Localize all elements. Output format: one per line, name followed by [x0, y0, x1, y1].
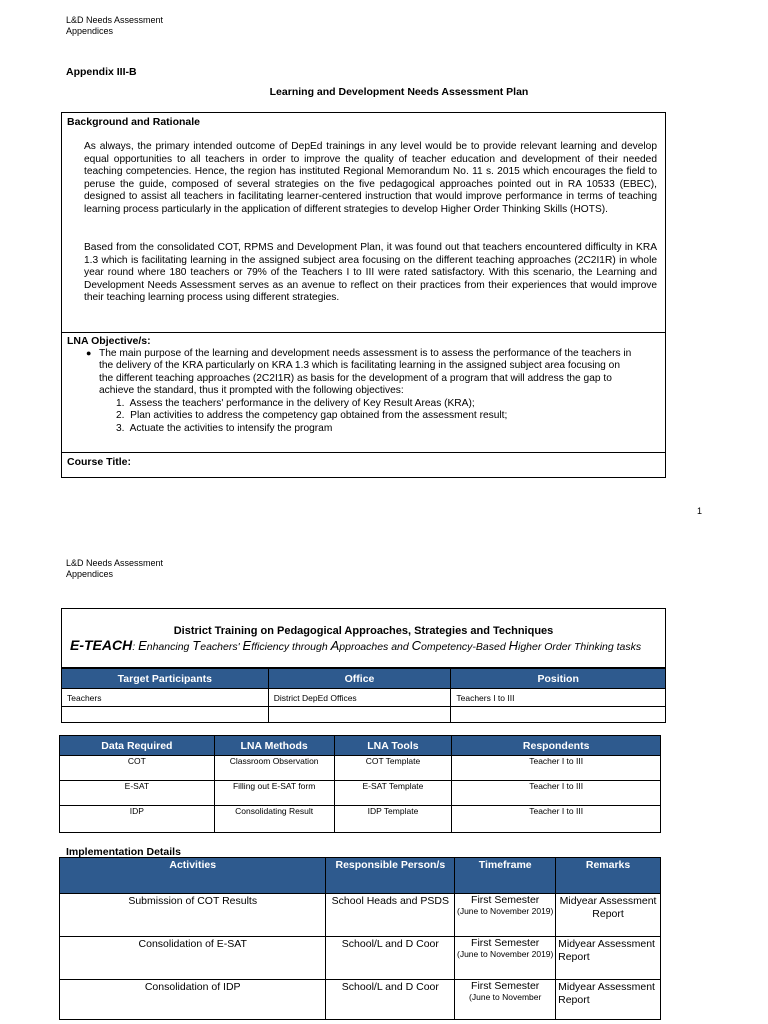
header-line-2: Appendices — [66, 26, 114, 36]
table-cell: Consolidation of E-SAT — [60, 937, 326, 980]
table-row — [60, 980, 661, 1020]
table-header: Activities — [60, 858, 326, 894]
table-cell: IDP — [60, 806, 215, 833]
implementation-heading: Implementation Details — [66, 846, 181, 858]
table-cell: Midyear Assessment Report — [556, 980, 661, 1020]
table-header: Position — [451, 669, 666, 689]
table-cell: E-SAT — [60, 781, 215, 806]
table-row — [60, 894, 661, 937]
table-cell: School/L and D Coor — [326, 937, 455, 980]
bullet-icon: ● — [86, 348, 92, 358]
table-cell: Teacher I to III — [452, 781, 661, 806]
participants-table — [61, 668, 666, 723]
table-cell: First Semester (June to November 2019) — [455, 937, 556, 980]
implementation-table — [59, 857, 661, 1020]
table-cell: Midyear Assessment Report — [556, 894, 661, 937]
table-row — [60, 937, 661, 980]
table-header: Office — [268, 669, 451, 689]
table-cell: Teacher I to III — [452, 756, 661, 781]
table-header: Responsible Person/s — [326, 858, 455, 894]
table-header: LNA Methods — [214, 736, 334, 756]
table-cell: Teacher I to III — [452, 806, 661, 833]
table-cell — [62, 707, 269, 723]
table-header: Target Participants — [62, 669, 269, 689]
page-number: 1 — [697, 506, 703, 516]
table-cell: School/L and D Coor — [326, 980, 455, 1020]
table-row — [60, 806, 661, 833]
eteach-lead: E-TEACH — [70, 637, 133, 653]
table-row — [60, 756, 661, 781]
table-header: LNA Tools — [334, 736, 452, 756]
table-cell: E-SAT Template — [334, 781, 452, 806]
table-cell: Teachers I to III — [451, 689, 666, 707]
background-paragraph-2: Based from the consolidated COT, RPMS and Development Plan, it was found out that teachers encountered difficulty in KRA 1.3 which is facilitating learning in the assigned subject area focusing on the different teaching approaches (2C2I1R) in whole year round where 180 teachers or 79% of the Teachers I to III were rated satisfactory. With this scenario, the Learning and Development Needs Assessment serves as an avenue to reflect on their practices from their experiences that would improve their teaching learning process using different strategies. — [84, 242, 657, 304]
background-heading: Background and Rationale — [67, 116, 201, 128]
objective-item: 1. Assess the teachers' performance in the delivery of Key Result Areas (KRA); — [116, 398, 475, 409]
table-row — [62, 707, 666, 723]
divider — [61, 452, 666, 453]
table-row — [62, 689, 666, 707]
running-header — [66, 558, 163, 580]
table-cell: Submission of COT Results — [60, 894, 326, 937]
document-title: Learning and Development Needs Assessment Plan — [269, 86, 529, 98]
table-cell: School Heads and PSDS — [326, 894, 455, 937]
header-line-1: L&D Needs Assessment — [66, 558, 164, 568]
table-cell: Midyear Assessment Report — [556, 937, 661, 980]
divider — [61, 332, 666, 333]
course-title-label: Course Title: — [67, 456, 131, 468]
table-row — [60, 781, 661, 806]
appendix-label: Appendix III-B — [66, 66, 137, 78]
table-cell: IDP Template — [334, 806, 452, 833]
header-line-2: Appendices — [66, 569, 114, 579]
objective-item: 3. Actuate the activities to intensify the program — [116, 422, 333, 434]
objective-list — [116, 398, 507, 435]
table-cell: First Semester (June to November 2019) — [455, 894, 556, 937]
table-header: Timeframe — [455, 858, 556, 894]
training-title: District Training on Pedagogical Approaches, Strategies and Techniques — [173, 625, 554, 637]
running-header — [66, 15, 163, 37]
table-header: Remarks — [556, 858, 661, 894]
table-cell: Consolidation of IDP — [60, 980, 326, 1020]
table-cell — [268, 707, 451, 723]
table-header: Respondents — [452, 736, 661, 756]
lna-table — [59, 735, 661, 833]
table-cell: District DepEd Offices — [268, 689, 451, 707]
eteach-subtitle: E-TEACH: Enhancing Teachers' Efficiency through Approaches and Competency-Based Higher Order Thinking tasks — [70, 637, 642, 653]
header-line-1: L&D Needs Assessment — [66, 15, 164, 25]
table-cell: Teachers — [62, 689, 269, 707]
background-paragraph-1: As always, the primary intended outcome of DepEd trainings in any level would be to provide relevant learning and develop equal opportunities to all teachers in order to improve the quality of teacher education and development of their needed teaching competencies. Hence, the region has instituted Regional Memorandum No. 11 s. 2015 which encourages the field to peruse the guide, composed of several strategies on the five pedagogical approaches pointed out in RA 10533 (EBEC), designed to assist all teachers in facilitating learner-centered instruction that would improve performance in terms of teaching learning process particularly in the application of different strategies to develop Higher Order Thinking Skills (HOTS). — [84, 141, 657, 215]
table-cell: COT — [60, 756, 215, 781]
objective-bullet: The main purpose of the learning and development needs assessment is to assess the performance of the teachers in the delivery of the KRA particularly on KRA 1.3 which is facilitating learning in the assigned subject area focusing on the different teaching approaches (2C2I1R) as basis for the development of a program that will address the gap to achieve the standard, thus it prompted with the following objectives: — [99, 348, 632, 397]
objective-item: 2. Plan activities to address the competency gap obtained from the assessment result; — [116, 410, 508, 422]
table-header: Data Required — [60, 736, 215, 756]
table-cell: COT Template — [334, 756, 452, 781]
objectives-heading: LNA Objective/s: — [67, 335, 151, 347]
table-cell: Filling out E-SAT form — [214, 781, 334, 806]
table-cell: Classroom Observation — [214, 756, 334, 781]
table-cell — [451, 707, 666, 723]
table-cell: First Semester (June to November — [455, 980, 556, 1020]
table-cell: Consolidating Result — [214, 806, 334, 833]
